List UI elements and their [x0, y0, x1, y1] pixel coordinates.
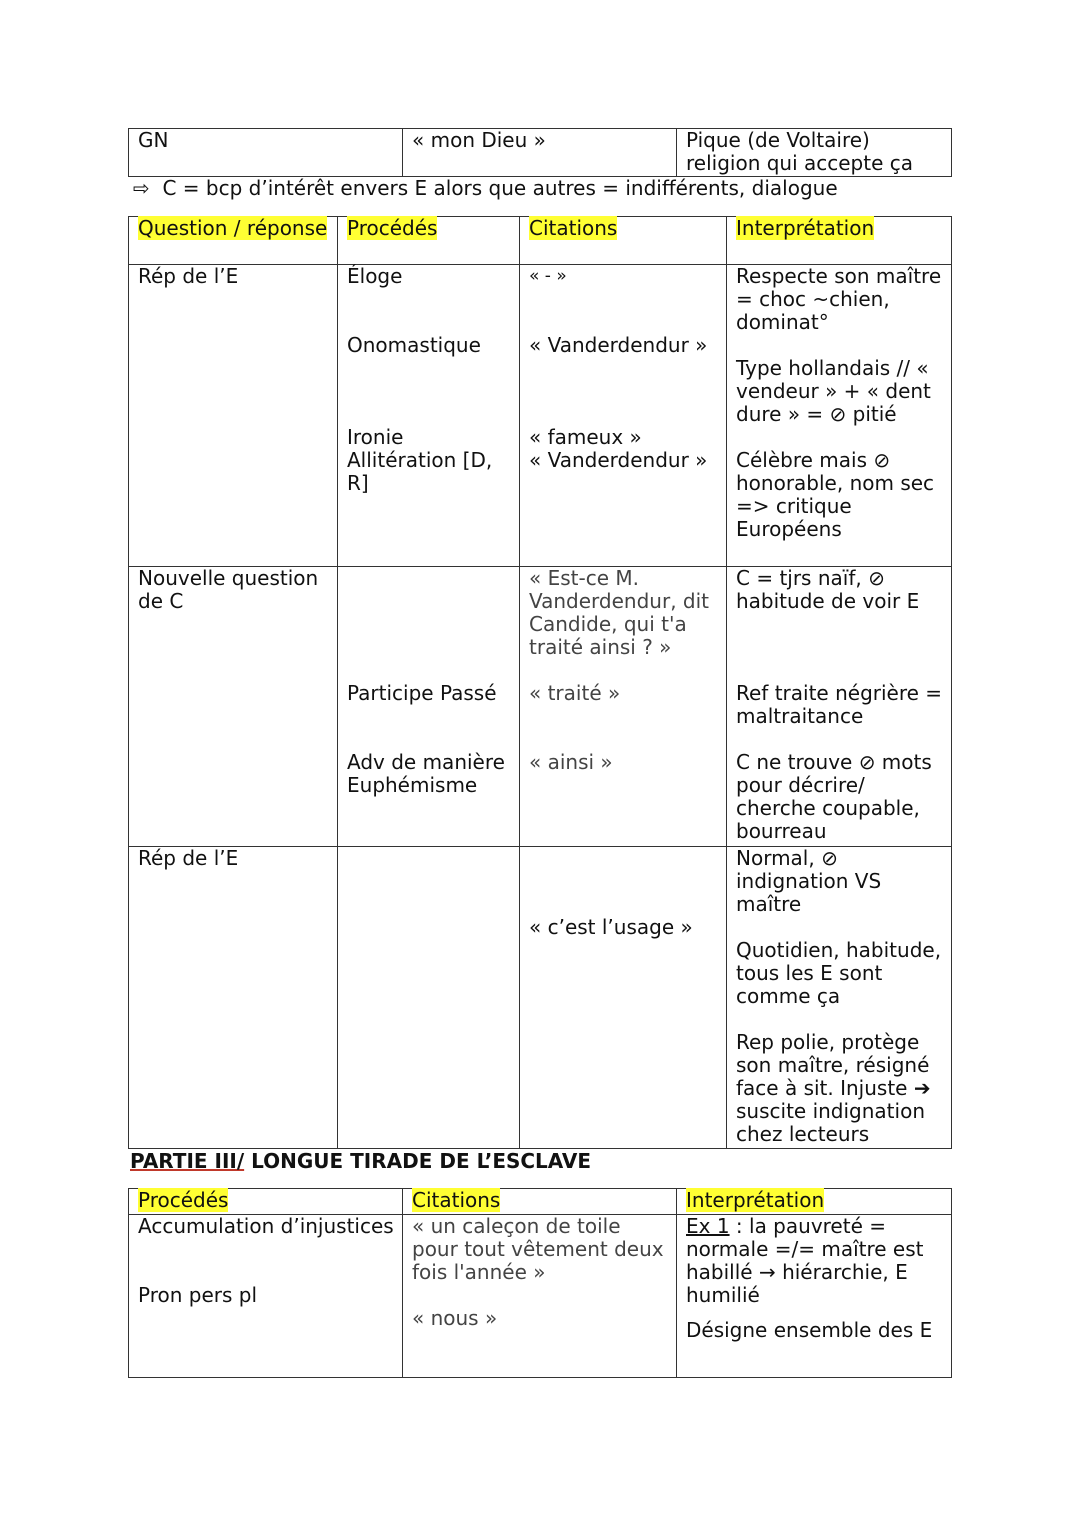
top-interp-line2: religion qui accepte ça: [686, 151, 914, 175]
row3-procedes: [338, 847, 520, 1149]
table-row: [129, 1215, 952, 1378]
top-interp-line1: Pique (de Voltaire): [686, 128, 870, 152]
table-row: [129, 847, 952, 1149]
summary-text: C = bcp d’intérêt envers E alors que autres = indifférents, dialogue: [162, 176, 838, 200]
section-number: PARTIE III/: [130, 1149, 245, 1173]
header-interpretation: Interprétation: [677, 1189, 952, 1215]
table-header-row: [129, 1189, 952, 1215]
right-arrow-icon: ⇨: [133, 176, 150, 200]
row3-question: Rép de l’E: [129, 847, 338, 1149]
tirade-interpretation: Ex 1 : la pauvreté = normale =/= maître est habillé → hiérarchie, E humilié Désigne ensemble des E: [677, 1215, 952, 1378]
header-citations: Citations: [403, 1189, 677, 1215]
row2-interpretation: C = tjrs naïf, ⊘ habitude de voir E Ref traite négrière = maltraitance C ne trouve ⊘ mots pour décrire/ cherche coupable, bourreau: [727, 567, 952, 847]
row3-interpretation: Normal, ⊘ indignation VS maître Quotidien, habitude, tous les E sont comme ça Rep polie, protège son maître, résigné face à sit. Injuste ➔ suscite indignation chez lecteurs: [727, 847, 952, 1149]
top-cell-interp: [677, 129, 952, 177]
analysis-table: [128, 216, 952, 1149]
example-label: Ex 1: [686, 1214, 730, 1238]
header-question: Question / réponse: [129, 217, 338, 265]
top-table: [128, 128, 952, 177]
section-heading: [130, 1150, 591, 1173]
top-cell-quote: « mon Dieu »: [403, 129, 677, 177]
summary-line: [133, 177, 838, 200]
tirade-table: [128, 1188, 952, 1378]
top-cell-gn: GN: [129, 129, 403, 177]
row2-question: Nouvelle question de C: [129, 567, 338, 847]
header-procedes: Procédés: [129, 1189, 403, 1215]
table-row: [129, 265, 952, 567]
row1-interpretation: Respecte son maître = choc ~chien, dominat° Type hollandais // « vendeur » + « dent dure » = ⊘ pitié Célèbre mais ⊘ honorable, nom sec => critique Européens: [727, 265, 952, 567]
row1-procedes: Éloge Onomastique Ironie Allitération [D, R]: [338, 265, 520, 567]
row2-citations: « Est-ce M. Vanderdendur, dit Candide, qui t'a traité ainsi ? » « traité » « ainsi »: [520, 567, 727, 847]
header-interpretation: Interprétation: [727, 217, 952, 265]
section-title: LONGUE TIRADE DE L’ESCLAVE: [244, 1149, 592, 1173]
row1-question: Rép de l’E: [129, 265, 338, 567]
row3-citations: « c’est l’usage »: [520, 847, 727, 1149]
row2-procedes: Participe Passé Adv de manière Euphémisme: [338, 567, 520, 847]
table-header-row: [129, 217, 952, 265]
tirade-citations: « un caleçon de toile pour tout vêtement deux fois l'année » « nous »: [403, 1215, 677, 1378]
table-row: [129, 567, 952, 847]
header-citations: Citations: [520, 217, 727, 265]
row1-citations: « - » « Vanderdendur » « fameux » « Vanderdendur »: [520, 265, 727, 567]
header-procedes: Procédés: [338, 217, 520, 265]
tirade-procedes: Accumulation d’injustices Pron pers pl: [129, 1215, 403, 1378]
